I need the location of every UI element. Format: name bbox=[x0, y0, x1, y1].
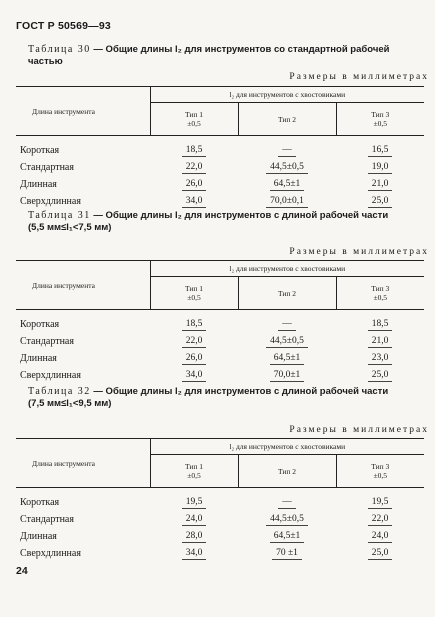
type-1-value: 18,5 bbox=[182, 319, 207, 331]
type-2-header: Тип 2 bbox=[238, 277, 336, 310]
table-row bbox=[16, 367, 424, 384]
type-3-value: 19,0 bbox=[368, 162, 393, 174]
l2-super-header: l₂ для инструментов с хвостовиками bbox=[150, 261, 424, 277]
name-column-header: Длина инструмента bbox=[16, 439, 150, 488]
table-row bbox=[16, 488, 424, 512]
name-column-header: Длина инструмента bbox=[16, 261, 150, 310]
document-header: ГОСТ Р 50569—93 bbox=[16, 20, 111, 32]
type-3-header: Тип 3 ±0,5 bbox=[336, 277, 424, 310]
length-name-cell: Длинная bbox=[20, 531, 57, 542]
type-2-header: Тип 2 bbox=[238, 455, 336, 488]
table-31-caption bbox=[28, 210, 428, 234]
table-row bbox=[16, 136, 424, 160]
table-32-caption bbox=[28, 386, 428, 410]
table-row bbox=[16, 545, 424, 562]
type-3-value: 21,0 bbox=[368, 179, 393, 191]
type-2-value: 44,5±0,5 bbox=[266, 162, 308, 174]
type-2-value: 70,0±0,1 bbox=[266, 196, 308, 208]
type-2-value: 44,5±0,5 bbox=[266, 514, 308, 526]
table-row bbox=[16, 528, 424, 545]
type-2-value: — bbox=[278, 497, 296, 509]
table-32-label: Таблица 32 bbox=[28, 386, 91, 397]
length-name-cell: Сверхдлинная bbox=[20, 196, 81, 207]
type-3-value: 16,5 bbox=[368, 145, 393, 157]
table-30-dims-note: Размеры в миллиметрах bbox=[289, 72, 429, 82]
table-row bbox=[16, 176, 424, 193]
type-3-value: 23,0 bbox=[368, 353, 393, 365]
type-1-value: 26,0 bbox=[182, 353, 207, 365]
table-30-caption bbox=[28, 44, 428, 68]
type-1-value: 24,0 bbox=[182, 514, 207, 526]
table-row bbox=[16, 193, 424, 210]
table-row bbox=[16, 350, 424, 367]
type-1-value: 22,0 bbox=[182, 336, 207, 348]
type-3-value: 24,0 bbox=[368, 531, 393, 543]
length-name-cell: Стандартная bbox=[20, 336, 74, 347]
table-32-dims-note: Размеры в миллиметрах bbox=[289, 425, 429, 435]
table-31-dims-note: Размеры в миллиметрах bbox=[289, 247, 429, 257]
table-30 bbox=[16, 86, 424, 210]
table-row bbox=[16, 511, 424, 528]
table-row bbox=[16, 310, 424, 334]
table-31-label: Таблица 31 bbox=[28, 210, 91, 221]
table-32 bbox=[16, 438, 424, 562]
type-1-header: Тип 1 ±0,5 bbox=[150, 455, 238, 488]
type-3-header: Тип 3 ±0,5 bbox=[336, 103, 424, 136]
table-30-title: — Общие длины l₂ для инструментов со стандартной рабочей частью bbox=[28, 44, 390, 67]
type-2-value: 44,5±0,5 bbox=[266, 336, 308, 348]
length-name-cell: Короткая bbox=[20, 145, 60, 156]
type-2-value: 70 ±1 bbox=[272, 548, 302, 560]
type-1-value: 19,5 bbox=[182, 497, 207, 509]
type-1-value: 26,0 bbox=[182, 179, 207, 191]
table-row bbox=[16, 333, 424, 350]
length-name-cell: Длинная bbox=[20, 353, 57, 364]
table-32-title: — Общие длины l₂ для инструментов с длиной рабочей части (7,5 мм≤l₁<9,5 мм) bbox=[28, 386, 389, 409]
type-3-value: 18,5 bbox=[368, 319, 393, 331]
type-3-value: 25,0 bbox=[368, 370, 393, 382]
type-2-value: 70,0±1 bbox=[270, 370, 305, 382]
type-1-value: 22,0 bbox=[182, 162, 207, 174]
length-name-cell: Сверхдлинная bbox=[20, 548, 81, 559]
type-2-value: 64,5±1 bbox=[270, 179, 305, 191]
type-2-value: 64,5±1 bbox=[270, 353, 305, 365]
type-3-value: 22,0 bbox=[368, 514, 393, 526]
type-3-header: Тип 3 ±0,5 bbox=[336, 455, 424, 488]
type-3-value: 25,0 bbox=[368, 196, 393, 208]
type-1-header: Тип 1 ±0,5 bbox=[150, 103, 238, 136]
type-2-value: 64,5±1 bbox=[270, 531, 305, 543]
l2-super-header: l₂ для инструментов с хвостовиками bbox=[150, 439, 424, 455]
length-name-cell: Стандартная bbox=[20, 162, 74, 173]
length-name-cell: Сверхдлинная bbox=[20, 370, 81, 381]
type-3-value: 25,0 bbox=[368, 548, 393, 560]
page-number: 24 bbox=[16, 565, 28, 577]
type-3-value: 19,5 bbox=[368, 497, 393, 509]
length-name-cell: Короткая bbox=[20, 497, 60, 508]
table-row bbox=[16, 159, 424, 176]
type-1-value: 34,0 bbox=[182, 548, 207, 560]
type-3-value: 21,0 bbox=[368, 336, 393, 348]
length-name-cell: Длинная bbox=[20, 179, 57, 190]
table-31 bbox=[16, 260, 424, 384]
table-30-label: Таблица 30 bbox=[28, 44, 91, 55]
type-1-value: 28,0 bbox=[182, 531, 207, 543]
length-name-cell: Стандартная bbox=[20, 514, 74, 525]
type-1-value: 34,0 bbox=[182, 370, 207, 382]
type-1-header: Тип 1 ±0,5 bbox=[150, 277, 238, 310]
type-1-value: 34,0 bbox=[182, 196, 207, 208]
type-2-header: Тип 2 bbox=[238, 103, 336, 136]
table-31-title: — Общие длины l₂ для инструментов с длиной рабочей части (5,5 мм≤l₁<7,5 мм) bbox=[28, 210, 389, 233]
name-column-header: Длина инструмента bbox=[16, 87, 150, 136]
length-name-cell: Короткая bbox=[20, 319, 60, 330]
type-2-value: — bbox=[278, 319, 296, 331]
type-2-value: — bbox=[278, 145, 296, 157]
l2-super-header: l₂ для инструментов с хвостовиками bbox=[150, 87, 424, 103]
type-1-value: 18,5 bbox=[182, 145, 207, 157]
